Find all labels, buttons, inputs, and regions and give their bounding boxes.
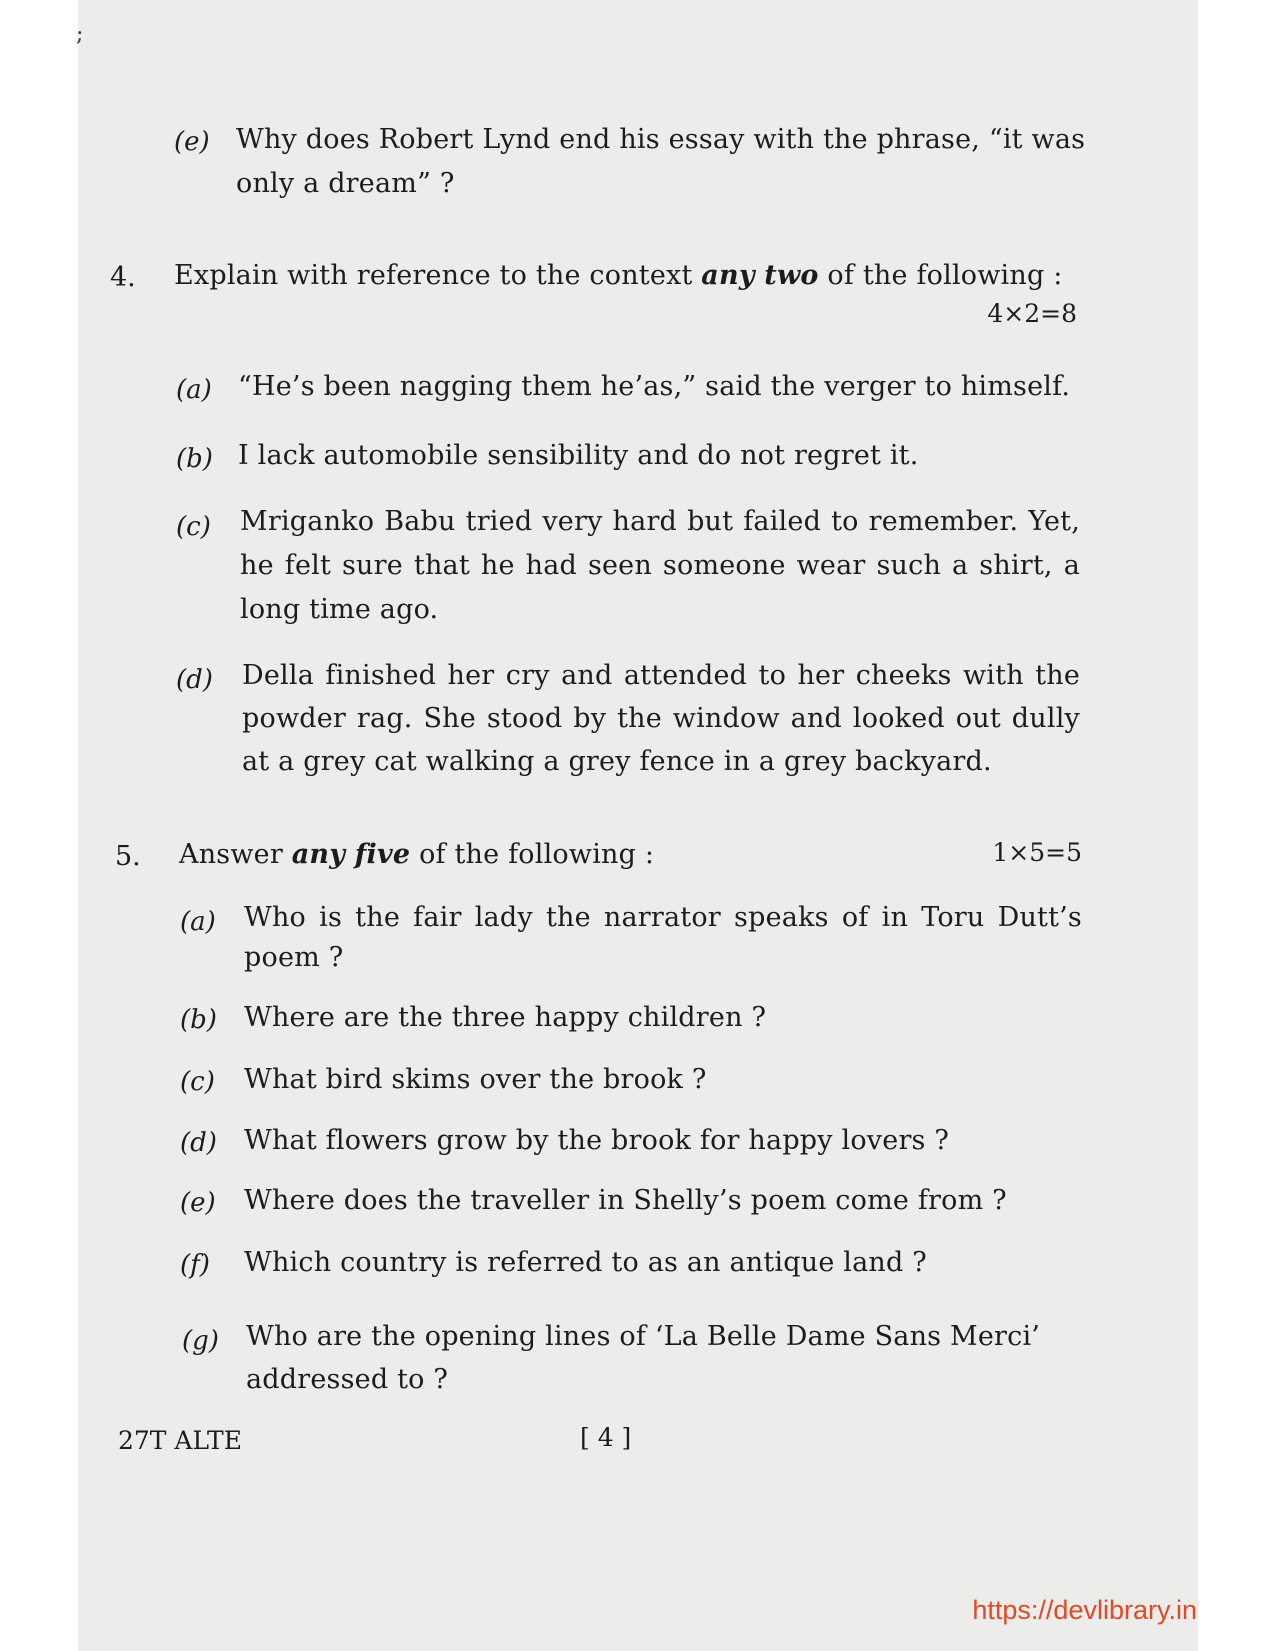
q5c-line-1: What bird skims over the brook ?	[244, 1064, 707, 1095]
q4c-line-2: he felt sure that he had seen someone wear such a shirt, a	[240, 550, 1080, 581]
q4-marks: 4×2=8	[987, 299, 1077, 328]
q4c-line-3: long time ago.	[240, 594, 439, 625]
q4a-label: (a)	[176, 375, 212, 405]
q5g-label: (g)	[182, 1326, 219, 1356]
watermark-link[interactable]: https://devlibrary.in	[972, 1595, 1197, 1625]
q5a-line-1: Who is the fair lady the narrator speaks of in Toru Dutt’s	[244, 902, 1082, 933]
q4a-line-1: “He’s been nagging them he’as,” said the verger to himself.	[238, 371, 1071, 402]
q4-instruction	[174, 254, 1063, 298]
q5a-line-2: poem ?	[244, 942, 344, 973]
q4-instruction-text-1: Explain with reference to the context	[174, 260, 702, 291]
q5f-label: (f)	[180, 1250, 210, 1280]
q5g-line-2: addressed to ?	[246, 1364, 449, 1395]
edge-mark: ;	[76, 22, 84, 47]
q5b-label: (b)	[180, 1005, 217, 1035]
q4d-line-1: Della finished her cry and attended to her cheeks with the	[242, 660, 1080, 691]
footer-page-number: [ 4 ]	[580, 1423, 632, 1452]
q4d-line-3: at a grey cat walking a grey fence in a grey backyard.	[242, 746, 992, 777]
q4-instruction-text-2: of the following :	[818, 260, 1063, 291]
q4c-line-1: Mriganko Babu tried very hard but failed to remember. Yet,	[240, 506, 1080, 537]
q5-number: 5.	[115, 841, 141, 872]
q4c-label: (c)	[176, 512, 211, 542]
q5-instruction	[179, 833, 654, 877]
q5e-line-1: Where does the traveller in Shelly’s poem come from ?	[244, 1185, 1007, 1216]
q4-emphasis: any two	[701, 260, 819, 291]
q5d-label: (d)	[180, 1128, 217, 1158]
q4b-line-1: I lack automobile sensibility and do not regret it.	[238, 440, 919, 471]
q5b-line-1: Where are the three happy children ?	[244, 1002, 767, 1033]
q4d-line-2: powder rag. She stood by the window and looked out dully	[242, 703, 1080, 734]
footer-paper-code: 27T ALTE	[118, 1426, 242, 1455]
q5e-label: (e)	[180, 1188, 216, 1218]
q3e-label: (e)	[174, 127, 210, 157]
q5-marks: 1×5=5	[992, 838, 1082, 867]
q5-emphasis: any five	[291, 839, 411, 870]
q5-instruction-text-1: Answer	[179, 839, 292, 870]
q5c-label: (c)	[180, 1067, 215, 1097]
q5f-line-1: Which country is referred to as an antique land ?	[244, 1247, 927, 1278]
q5-instruction-text-2: of the following :	[410, 839, 655, 870]
q5g-line-1: Who are the opening lines of ‘La Belle Dame Sans Merci’	[246, 1321, 1041, 1352]
q3e-line-1: Why does Robert Lynd end his essay with the phrase, “it was	[236, 124, 1086, 155]
q3e-line-2: only a dream” ?	[236, 168, 455, 199]
q4-number: 4.	[110, 262, 136, 293]
q5a-label: (a)	[180, 907, 216, 937]
scanned-page	[78, 0, 1198, 1651]
q5d-line-1: What flowers grow by the brook for happy lovers ?	[244, 1125, 950, 1156]
q4b-label: (b)	[176, 444, 213, 474]
q4d-label: (d)	[176, 665, 213, 695]
